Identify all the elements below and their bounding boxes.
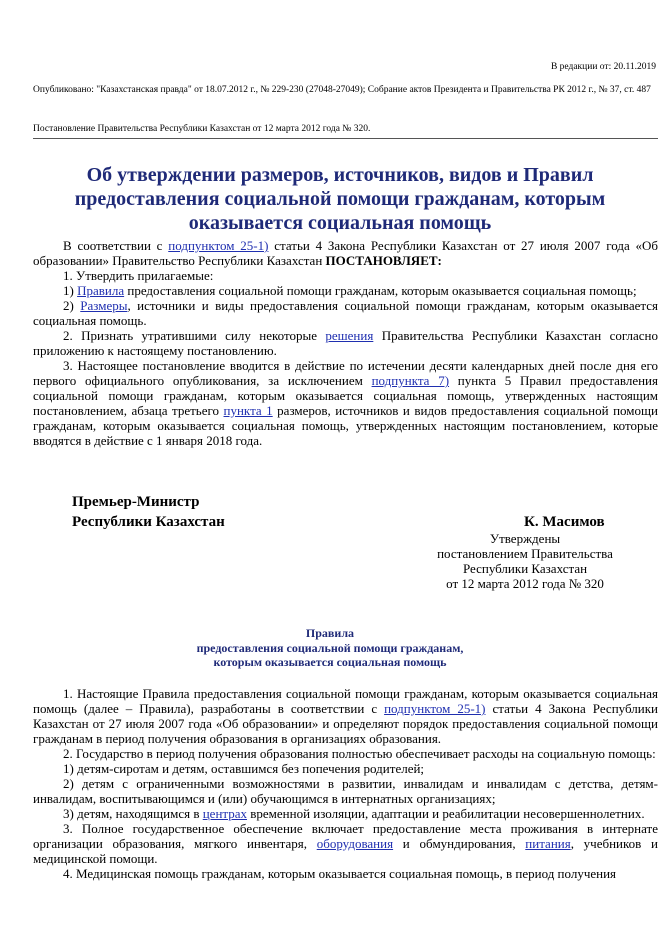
- decree-reference: Постановление Правительства Республики Казахстан от 12 марта 2012 года № 320.: [33, 124, 371, 134]
- paragraph-1-link[interactable]: пункта 1: [223, 403, 273, 418]
- signature-title: Премьер-Министр Республики Казахстан: [72, 494, 225, 530]
- rule-3: 3. Полное государственное обеспечение включает предоставление места проживания в интернате организации образования, мягкого инвентаря, оборудования и обмундирования, питания, учебников и медицинской помощи.: [33, 821, 658, 866]
- rules-link[interactable]: Правила: [77, 283, 125, 298]
- decisions-link[interactable]: решения: [325, 328, 374, 343]
- edition-date: В редакции от: 20.11.2019: [550, 62, 656, 72]
- approval-stamp: Утверждены постановлением Правительства Республики Казахстан от 12 марта 2012 года № 320: [437, 531, 613, 591]
- equipment-link[interactable]: оборудования: [316, 836, 394, 851]
- subparagraph-25-1-link[interactable]: подпунктом 25-1): [168, 238, 269, 253]
- item-2: 2. Признать утратившими силу некоторые решения Правительства Республики Казахстан согласно приложению к настоящему постановлению.: [33, 328, 659, 358]
- rule-4: 4. Медицинская помощь гражданам, которым оказывается социальная помощь, в период получения: [63, 866, 617, 881]
- rules-title: Правила предоставления социальной помощи гражданам, которым оказывается социальная помощь: [196, 626, 464, 669]
- rule-2: 2. Государство в период получения образования полностью обеспечивает расходы на социальную помощь:: [63, 746, 656, 761]
- centers-link[interactable]: центрах: [202, 806, 248, 821]
- decree-body: [33, 238, 658, 448]
- item-1-1: 1) Правила предоставления социальной помощи гражданам, которым оказывается социальная помощь;: [63, 283, 637, 298]
- header-divider: [33, 138, 658, 139]
- resolves-word: ПОСТАНОВЛЯЕТ:: [325, 253, 442, 268]
- subparagraph-7-link[interactable]: подпункта 7): [371, 373, 450, 388]
- sizes-link[interactable]: Размеры: [80, 298, 128, 313]
- publication-info: Опубликовано: "Казахстанская правда" от 18.07.2012 г., № 229-230 (27048-27049); Собрание актов Президента и Правительства РК 2012 г., № 37, ст. 487: [33, 85, 651, 95]
- rule-1: 1. Настоящие Правила предоставления социальной помощи гражданам, которым оказывается социальная помощь (далее – Правила), разработаны в соответствии с подпунктом 25-1) статьи 4 Закона Республики Казахстан от 27 июля 2007 года «Об образовании» и определяют порядок предоставления социальной помощи гражданам в период получения образования в организациях образования.: [33, 686, 658, 746]
- rules-body: [33, 686, 658, 881]
- rule-2-1: 1) детям-сиротам и детям, оставшимся без попечения родителей;: [63, 761, 425, 776]
- nutrition-link[interactable]: питания: [525, 836, 571, 851]
- document-title: Об утверждении размеров, источников, видов и Правил предоставления социальной помощи гражданам, которым оказывается социальная помощь: [74, 164, 606, 234]
- rules-subparagraph-25-1-link[interactable]: подпунктом 25-1): [384, 701, 486, 716]
- item-3: 3. Настоящее постановление вводится в действие по истечении десяти календарных дней после дня его первого официального опубликования, за исключением подпункта 7) пункта 5 Правил предоставления социальной помощи гражданам, которым оказывается социальная помощь, утвержденных настоящим постановлением, абзаца третьего пункта 1 размеров, источников и видов предоставления социальной помощи гражданам, которым оказывается социальная помощь, утвержденных настоящим постановлением, которые вводятся в действие с 1 января 2018 года.: [33, 358, 658, 448]
- preamble-paragraph: В соответствии с подпунктом 25-1) статьи 4 Закона Республики Казахстан от 27 июля 2007 года «Об образовании» Правительство Республики Казахстан ПОСТАНОВЛЯЕТ:: [33, 238, 658, 268]
- item-1-2: 2) Размеры, источники и виды предоставления социальной помощи гражданам, которым оказывается социальная помощь.: [33, 298, 658, 328]
- rule-2-3: 3) детям, находящимся в центрах временной изоляции, адаптации и реабилитации несовершеннолетних.: [63, 806, 645, 821]
- item-1: 1. Утвердить прилагаемые:: [63, 268, 214, 283]
- signature-name: К. Масимов: [524, 514, 605, 530]
- rule-2-2: 2) детям с ограниченными возможностями в развитии, инвалидам и инвалидам с детства, детям-инвалидам, воспитывающимся и (или) обучающимся в интернатных организациях;: [33, 776, 658, 806]
